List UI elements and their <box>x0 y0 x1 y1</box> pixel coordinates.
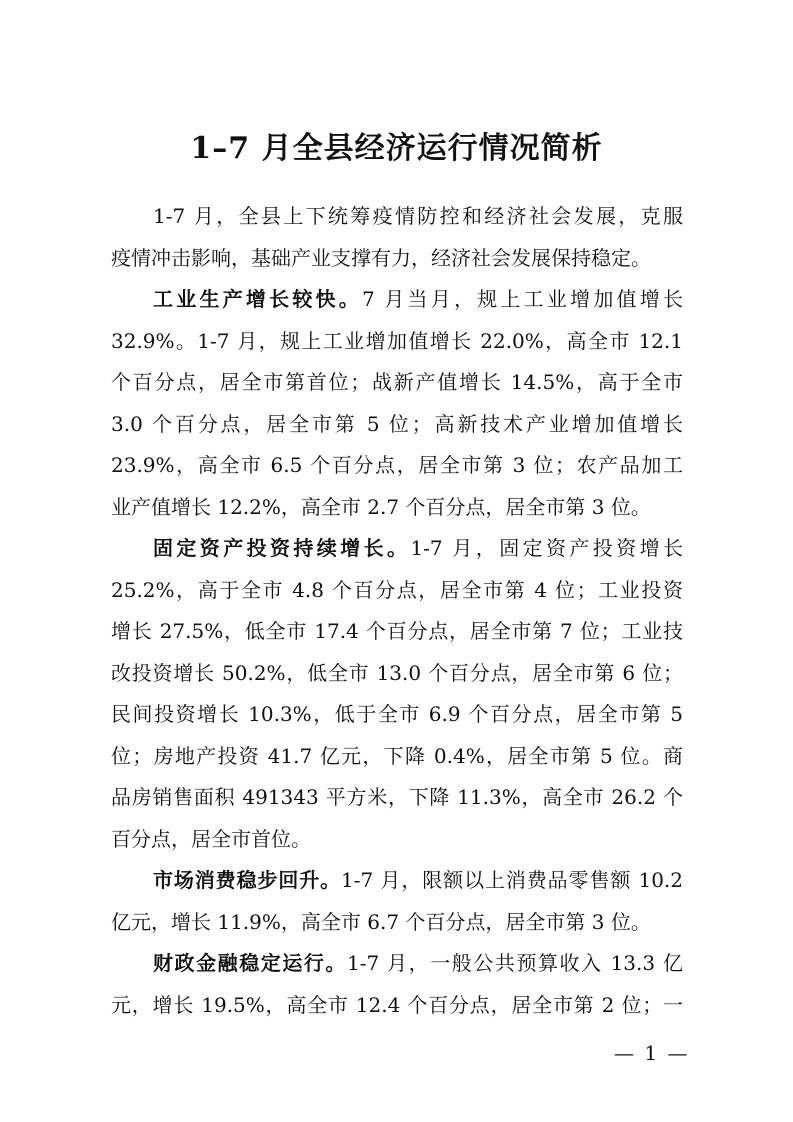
line-text: 业产值增长 12.2%，高全市 2.7 个百分点，居全市第 3 位。 <box>111 494 651 519</box>
text-line <box>111 819 683 861</box>
text-line <box>111 487 683 529</box>
line-text: 1-7 月，全县上下统筹疫情防控和经济社会发展，克服 <box>153 204 683 228</box>
line-text: 7 月当月，规上工业增加值增长 <box>362 287 683 311</box>
text-line <box>111 694 683 736</box>
line-text: 3.0 个百分点，居全市第 5 位；高新技术产业增加值增长 <box>111 411 683 436</box>
text-line <box>111 902 683 944</box>
text-line <box>111 528 683 570</box>
text-line <box>111 279 683 321</box>
text-line <box>111 362 683 404</box>
section-heading: 财政金融稳定运行。 <box>153 951 347 975</box>
line-text: 增长 27.5%，低全市 17.4 个百分点，居全市第 7 位；工业技 <box>111 619 683 643</box>
paragraph <box>111 860 683 943</box>
text-line <box>111 777 683 819</box>
text-line <box>111 943 683 985</box>
text-line <box>111 321 683 363</box>
paragraph <box>111 196 683 279</box>
page-number: — 1 — <box>614 1041 690 1065</box>
line-text: 品房销售面积 491343 平方米，下降 11.3%，高全市 26.2 个 <box>111 785 683 809</box>
text-line <box>111 985 683 1027</box>
line-text: 32.9%。1-7 月，规上工业增加值增长 22.0%，高全市 12.1 <box>111 328 683 353</box>
line-text: 23.9%，高全市 6.5 个百分点，居全市第 3 位；农产品加工 <box>111 453 683 477</box>
line-text: 1-7 月，固定资产投资增长 <box>410 536 683 560</box>
line-text: 疫情冲击影响，基础产业支撑有力，经济社会发展保持稳定。 <box>111 245 651 270</box>
line-text: 改投资增长 50.2%，低全市 13.0 个百分点，居全市第 6 位； <box>111 660 683 685</box>
section-heading: 工业生产增长较快。 <box>153 287 363 311</box>
line-text: 25.2%，高于全市 4.8 个百分点，居全市第 4 位；工业投资 <box>111 577 683 602</box>
text-line <box>111 653 683 695</box>
text-line <box>111 238 683 280</box>
text-line <box>111 860 683 902</box>
line-text: 位；房地产投资 41.7 亿元，下降 0.4%，居全市第 5 位。商 <box>111 743 683 768</box>
line-text: 民间投资增长 10.3%，低于全市 6.9 个百分点，居全市第 5 <box>111 702 683 726</box>
section-heading: 固定资产投资持续增长。 <box>153 536 411 560</box>
paragraph <box>111 528 683 860</box>
line-text: 个百分点，居全市第首位；战新产值增长 14.5%，高于全市 <box>111 370 683 394</box>
document-title: 1–7 月全县经济运行情况简析 <box>190 131 603 166</box>
text-line <box>111 404 683 446</box>
paragraph <box>111 943 683 1026</box>
text-line <box>111 736 683 778</box>
text-line <box>111 445 683 487</box>
line-text: 1-7 月，限额以上消费品零售额 10.2 <box>341 868 683 892</box>
paragraph <box>111 279 683 528</box>
text-line <box>111 196 683 238</box>
text-line <box>111 570 683 612</box>
section-heading: 市场消费稳步回升。 <box>153 868 342 892</box>
document-body <box>111 196 683 1026</box>
line-text: 亿元，增长 11.9%，高全市 6.7 个百分点，居全市第 3 位。 <box>111 909 651 934</box>
line-text: 元，增长 19.5%，高全市 12.4 个百分点，居全市第 2 位；一 <box>111 992 683 1017</box>
line-text: 百分点，居全市首位。 <box>111 826 311 851</box>
text-line <box>111 611 683 653</box>
line-text: 1-7 月，一般公共预算收入 13.3 亿 <box>347 951 683 975</box>
